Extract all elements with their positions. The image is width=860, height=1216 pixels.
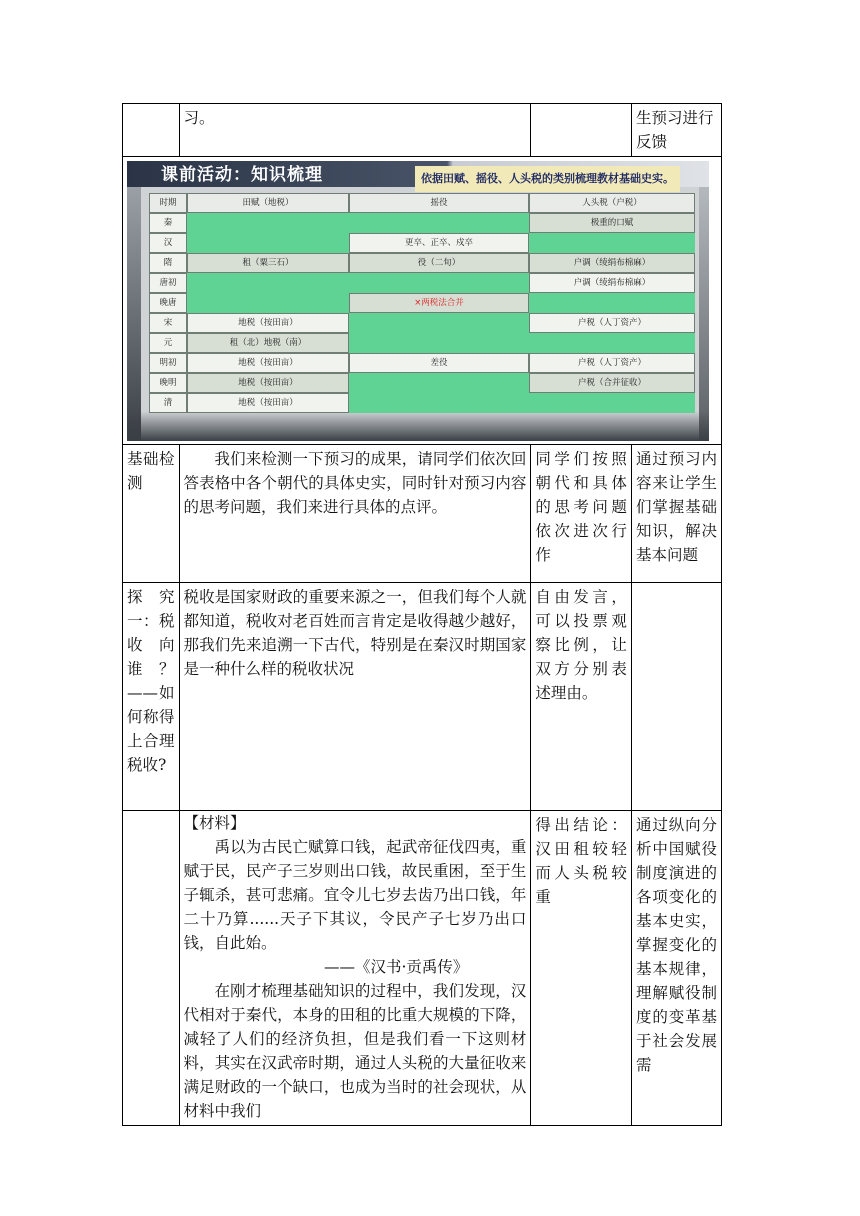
grid-cell: ×两税法合并 <box>349 293 529 313</box>
period-label: 隋 <box>149 253 187 273</box>
grid-cell: 役（二旬） <box>349 253 529 273</box>
row4-col4 <box>631 583 721 811</box>
blank-cell-green <box>187 273 529 293</box>
table-row <box>123 583 722 811</box>
slide-cell <box>123 157 722 445</box>
grid-cell: 极重的口赋 <box>529 213 695 233</box>
ink-decoration-right <box>699 187 709 441</box>
row4-col3: 自由发言，可以投票观察比例，让双方分别表述理由。 <box>531 583 632 811</box>
lesson-plan-document <box>122 103 722 1126</box>
row5-col2 <box>179 811 531 1126</box>
row5-col3: 得出结论：汉田租较轻而人头税较重 <box>531 811 632 1126</box>
row1-col1 <box>123 104 180 157</box>
grid-cell: 更卒、正卒、戍卒 <box>349 233 529 253</box>
period-label: 唐初 <box>149 273 187 293</box>
grid-cell: 租（北）地税（南） <box>187 333 349 353</box>
knowledge-slide-image <box>127 161 709 441</box>
analysis-paragraph: 在刚才梳理基础知识的过程中，我们发现，汉代相对于秦代，本身的田租的比重大规模的下降，减轻了人们的经济负担，但是我们看一下这则材料，其实在汉武帝时期，通过人头税的大量征收来满足财政的一个缺口，也成为当时的社会现状，从材料中我们 <box>183 982 527 1120</box>
table-row <box>123 157 722 445</box>
period-label: 清 <box>149 393 187 413</box>
grid-cell: 差役 <box>349 353 529 373</box>
grid-cell: 租（粟三石） <box>187 253 349 273</box>
period-label: 秦 <box>149 213 187 233</box>
grid-header: 人头税（户税） <box>529 193 695 213</box>
material-source: ——《汉书·贡禹传》 <box>323 958 469 976</box>
grid-header: 田赋（地税） <box>187 193 349 213</box>
grid-cell: 地税（按田亩） <box>187 373 349 393</box>
grid-cell: 户调（绫绢布棉麻） <box>529 273 695 293</box>
grid-cell: 地税（按田亩） <box>187 313 349 333</box>
row1-col3 <box>531 104 632 157</box>
period-label: 元 <box>149 333 187 353</box>
tax-summary-grid <box>149 193 695 415</box>
row3-col3: 同学们按照朝代和具体的思考问题依次进次行作 <box>531 445 632 583</box>
grid-cell: 户税（人丁资产） <box>529 353 695 373</box>
ink-decoration-bottom <box>127 411 709 441</box>
period-label: 晚唐 <box>149 293 187 313</box>
row1-col4: 生预习进行反馈 <box>631 104 721 157</box>
period-label: 宋 <box>149 313 187 333</box>
row3-col4: 通过预习内容来让学生们掌握基础知识，解决基本问题 <box>631 445 721 583</box>
period-label: 晚明 <box>149 373 187 393</box>
grid-header: 时期 <box>149 193 187 213</box>
row4-col2: 税收是国家财政的重要来源之一，但我们每个人就都知道，税收对老百姓而言肯定是收得越少越好，那我们先来追溯一下古代，特别是在秦汉时期国家是一种什么样的税收状况 <box>179 583 531 811</box>
lesson-plan-table <box>122 103 722 1126</box>
table-row <box>123 445 722 583</box>
blank-cell-green <box>187 293 349 313</box>
table-row <box>123 811 722 1126</box>
blank-cell-green <box>187 213 529 233</box>
blank-cell-green <box>187 233 349 253</box>
slide-subtitle: 依据田赋、摇役、人头税的类别梳理教材基础史实。 <box>415 166 680 192</box>
blank-cell-green <box>529 333 695 353</box>
slide-title: 课前活动：知识梳理 <box>161 165 323 185</box>
row1-col2: 习。 <box>179 104 531 157</box>
grid-cell: 户税（人丁资产） <box>529 313 695 333</box>
grid-header: 摇役 <box>349 193 529 213</box>
row5-col4: 通过纵向分析中国赋役制度演进的各项变化的基本史实，掌握变化的基本规律，理解赋役制度的变革基于社会发展需 <box>631 811 721 1126</box>
blank-cell-green <box>529 233 695 253</box>
grid-cell: 户税（合并征收） <box>529 373 695 393</box>
blank-cell-green <box>349 393 695 413</box>
table-row <box>123 104 722 157</box>
blank-cell-green <box>529 293 695 313</box>
row4-col1: 探究一：税收向谁？——如何称得上合理税收? <box>123 583 180 811</box>
period-label: 明初 <box>149 353 187 373</box>
grid-cell: 户调（绫绢布棉麻） <box>529 253 695 273</box>
row3-col1: 基础检测 <box>123 445 180 583</box>
period-label: 汉 <box>149 233 187 253</box>
grid-cell: 地税（按田亩） <box>187 393 349 413</box>
blank-cell-green <box>349 313 529 353</box>
row3-col2: 我们来检测一下预习的成果，请同学们依次回答表格中各个朝代的具体史实，同时针对预习内容的思考问题，我们来进行具体的点评。 <box>179 445 531 583</box>
grid-cell: 地税（按田亩） <box>187 353 349 373</box>
row5-col1 <box>123 811 180 1126</box>
blank-cell-green <box>349 373 529 393</box>
material-heading: 【材料】 <box>183 814 246 832</box>
material-quote: 禹以为古民亡赋算口钱，起武帝征伐四夷，重赋于民，民产子三岁则出口钱，故民重困，至于生子辄杀，甚可悲痛。宜令儿七岁去齿乃出口钱，年二十乃算......天子下其议，令民产子七岁乃出口钱，自此始。 <box>183 838 527 952</box>
ink-decoration-left <box>127 187 141 441</box>
